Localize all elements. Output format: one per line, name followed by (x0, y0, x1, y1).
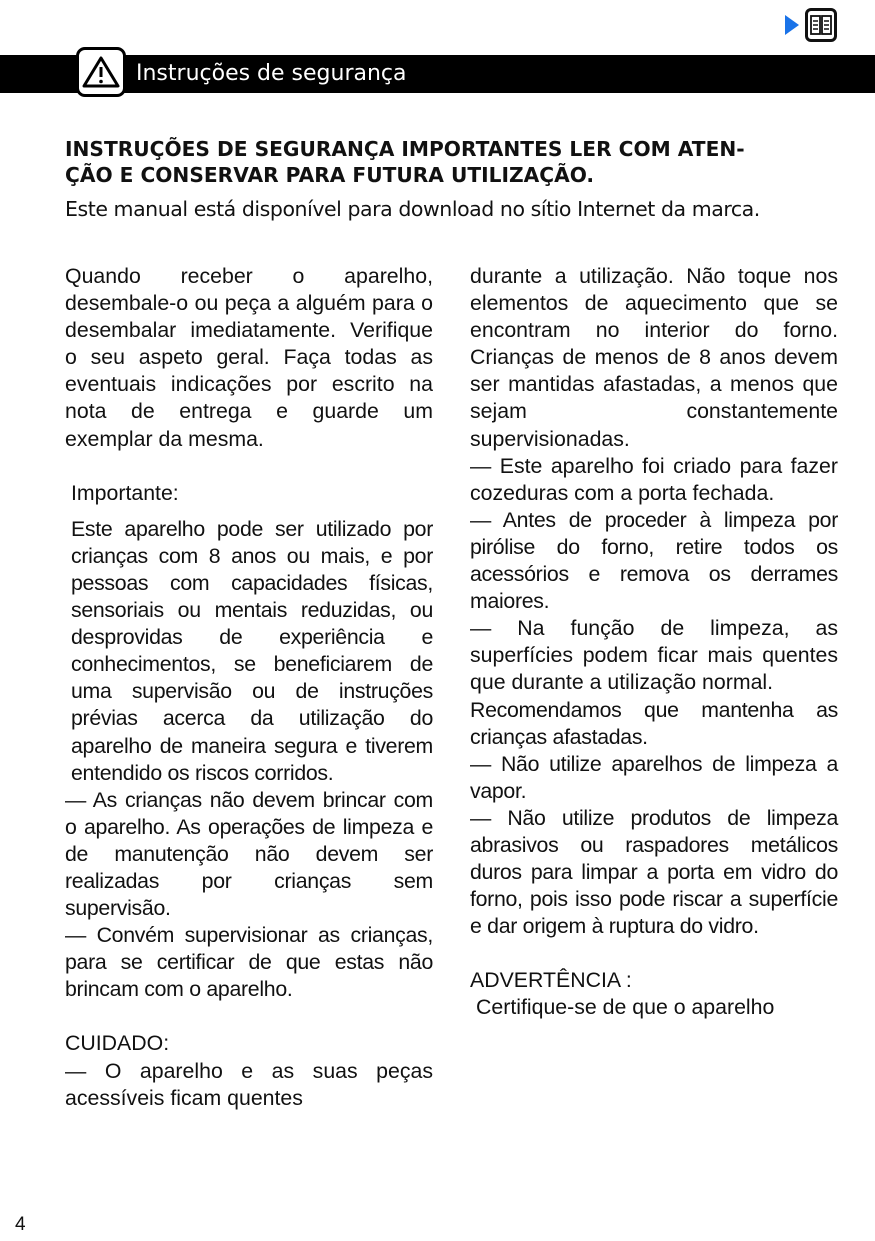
warning-triangle-icon (76, 47, 126, 97)
paragraph-no-abrasives: — Não utilize produtos de limpeza abrasivos ou raspadores metálicos duros para limpar a porta em vidro do forno, pois isso pode riscar a superfície e dar origem à ruptura do vidro. (470, 805, 838, 939)
warning-triangle-glyph (82, 55, 120, 89)
paragraph-unpack: Quando receber o aparelho, desembale-o ou peça a alguém para o desembalar imediatamente. Verifique o seu aspeto geral. Faça todas as eventuais indicações por escrito na nota de entrega e guarde um exemplar da mesma. (65, 264, 433, 451)
paragraph-children-usage: Este aparelho pode ser utilizado por crianças com 8 anos ou mais, e por pessoas com capacidades físicas, sensoriais ou mentais reduzidas, ou desprovidas de experiência e conhecimentos, se beneficiarem de uma supervisão ou de instruções prévias acerca da utilização do aparelho de maneira segura e tiverem entendido os riscos corridos. (71, 516, 433, 785)
paragraph-door-closed: — Este aparelho foi criado para fazer cozeduras com a porta fechada. (470, 453, 838, 505)
right-column (470, 263, 838, 1022)
main-heading (65, 136, 835, 188)
heading-line-1: INSTRUÇÕES DE SEGURANÇA IMPORTANTES LER COM ATEN- (65, 137, 745, 161)
book-icon[interactable] (805, 8, 837, 42)
play-arrow-icon[interactable] (785, 15, 799, 35)
download-notice: Este manual está disponível para download no sítio Internet da marca. (65, 197, 760, 221)
section-header-bar (0, 55, 875, 93)
caution-label: CUIDADO: (65, 1031, 170, 1056)
paragraph-supervise: — Convém supervisionar as crianças, para se certificar de que estas não brincam com o aparelho. (65, 923, 433, 1002)
important-label: Importante: (71, 480, 179, 505)
paragraph-no-steam: — Não utilize aparelhos de limpeza a vapor. (470, 751, 838, 803)
section-title: Instruções de segurança (136, 61, 407, 86)
top-navigation (785, 8, 837, 42)
left-column (65, 263, 433, 1112)
paragraph-keep-children-away: Recomendamos que mantenha as crianças afastadas. (470, 697, 838, 749)
heading-line-2: ÇÃO E CONSERVAR PARA FUTURA UTILIZAÇÃO. (65, 163, 595, 187)
page-number: 4 (15, 1214, 26, 1235)
paragraph-hot-parts: — O aparelho e as suas peças acessíveis ficam quentes (65, 1058, 433, 1110)
warning-label: ADVERTÊNCIA : (470, 968, 632, 993)
paragraph-children-play: — As crianças não devem brincar com o aparelho. As operações de limpeza e de manutenção não devem ser realizadas por crianças sem supervisão. (65, 787, 433, 921)
paragraph-heating-elements: durante a utilização. Não toque nos elementos de aquecimento que se encontram no interior do forno. Crianças de menos de 8 anos devem ser mantidas afastadas, a menos que sejam constantemente supervisionadas. (470, 264, 838, 451)
paragraph-certify: Certifique-se de que o aparelho (476, 995, 775, 1020)
paragraph-cleaning-hot: — Na função de limpeza, as superfícies podem ficar mais quentes que durante a utilização normal. (470, 616, 838, 695)
book-glyph (810, 15, 832, 35)
paragraph-pyrolysis: — Antes de proceder à limpeza por pirólise do forno, retire todos os acessórios e remova os derrames maiores. (470, 507, 838, 614)
